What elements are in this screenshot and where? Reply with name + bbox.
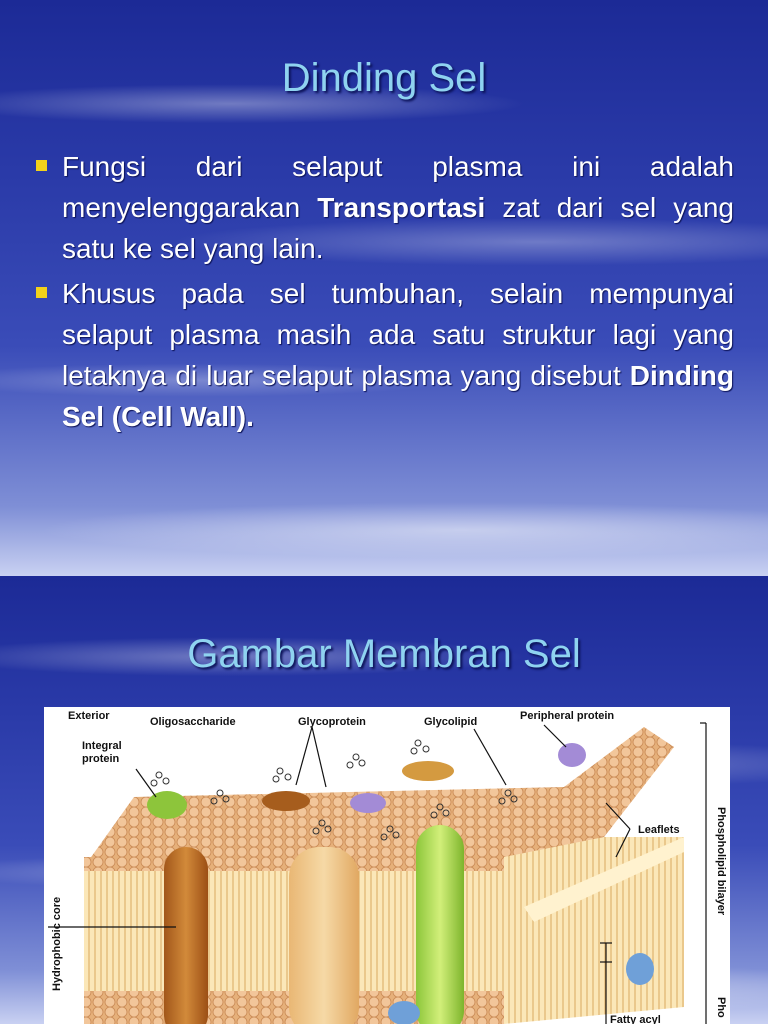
- membrane-protein: [350, 793, 386, 813]
- label-peripheral-protein: Peripheral protein: [520, 710, 615, 722]
- bullet-marker-icon: [36, 287, 47, 298]
- label-leaflets: Leaflets: [638, 824, 680, 836]
- bullet-bold-text: Transportasi: [317, 192, 486, 223]
- bullet-item: [34, 273, 734, 437]
- glycolipid-body: [402, 761, 454, 781]
- bilayer-cut-section: [504, 837, 684, 1024]
- label-glycolipid: Glycolipid: [424, 716, 478, 728]
- membrane-diagram: [44, 707, 730, 1024]
- label-exterior: Exterior: [68, 710, 110, 722]
- glycoprotein-body: [262, 791, 310, 811]
- bullet-item: [34, 146, 734, 269]
- bullet-text: Fungsi dari selaput plasma ini adalah menyelenggarakan: [62, 151, 734, 223]
- label-fatty-acyl: Fatty acyl: [610, 1014, 661, 1024]
- label-phospholipid-bilayer: Phospholipid bilayer: [715, 807, 727, 916]
- bullet-text: Khusus pada sel tumbuhan, selain mempunyai selaput plasma masih ada satu struktur lagi yang letaknya di luar selaput plasma yang disebut: [62, 278, 734, 391]
- label-oligosaccharide: Oligosaccharide: [150, 716, 236, 728]
- label-hydrophobic-core: Hydrophobic core: [51, 896, 63, 991]
- integral-protein-top: [147, 791, 187, 819]
- bullet-text: zat dari sel yang satu ke sel yang lain.: [62, 192, 734, 264]
- slide-title: Dinding Sel: [281, 56, 487, 100]
- peripheral-protein: [388, 1001, 420, 1024]
- label-pho: Pho: [715, 997, 727, 1018]
- membrane-illustration: [44, 707, 730, 1024]
- slide-gambar-membran-sel: [0, 576, 768, 1024]
- bullet-bold-text: Dinding Sel (Cell Wall).: [62, 360, 734, 432]
- bullet-list: [34, 146, 734, 441]
- label-glycoprotein: Glycoprotein: [298, 716, 366, 728]
- integral-protein-green: [416, 825, 464, 1024]
- slide-title: Gambar Membran Sel: [187, 632, 581, 676]
- label-integral: Integral: [82, 740, 122, 752]
- peripheral-protein: [626, 953, 654, 985]
- peripheral-protein: [558, 743, 586, 767]
- integral-protein-tan: [289, 847, 359, 1024]
- bullet-marker-icon: [36, 160, 47, 171]
- integral-protein-brown: [164, 847, 208, 1024]
- label-protein: protein: [82, 753, 120, 765]
